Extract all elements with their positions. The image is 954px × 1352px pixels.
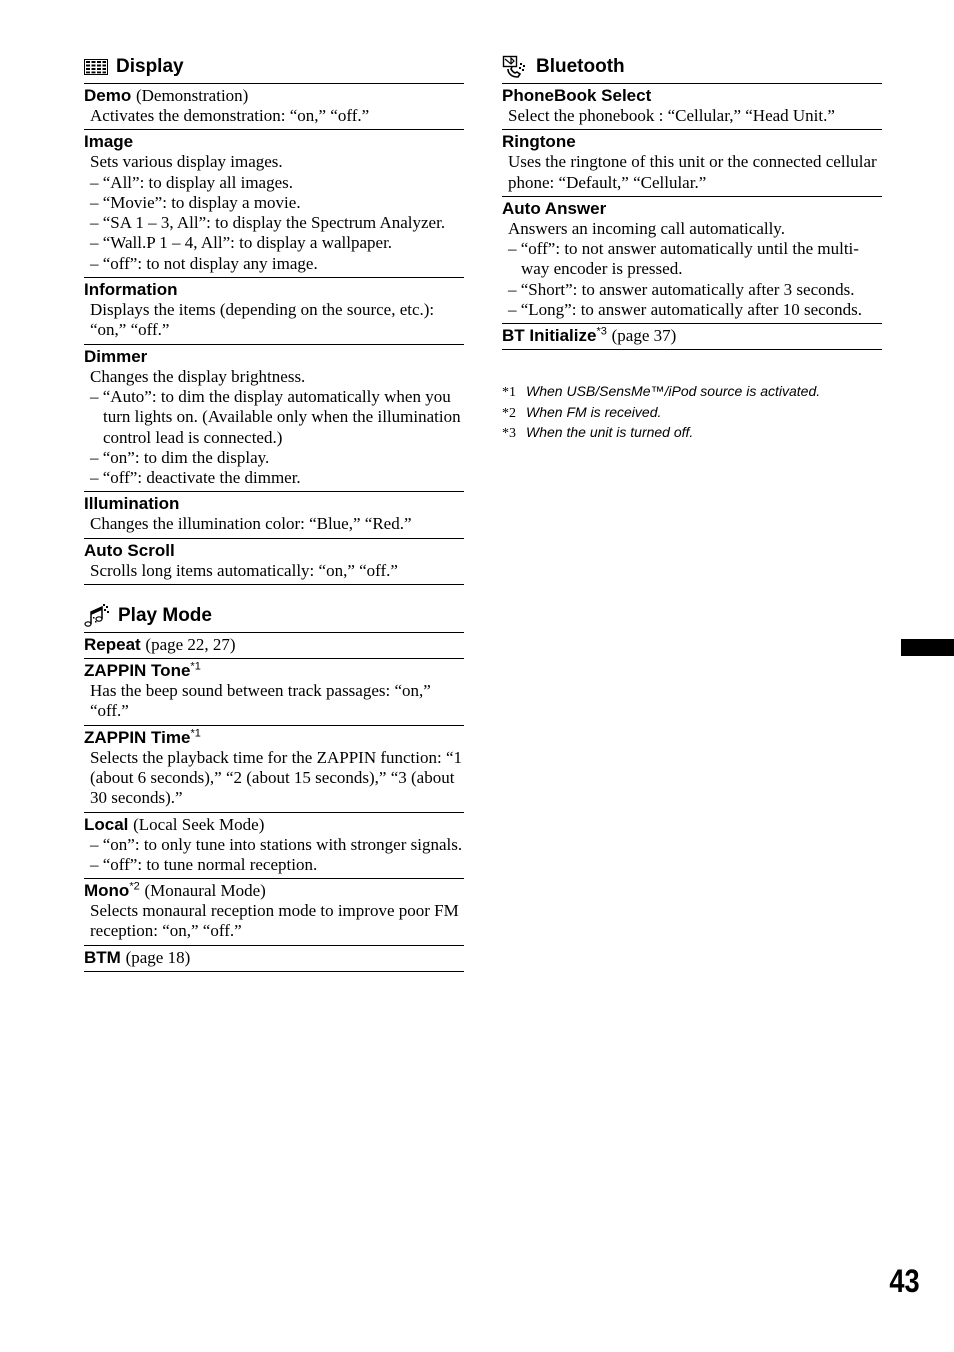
setting-label: Local [84, 814, 129, 834]
setting-term [502, 199, 882, 219]
play-mode-section-header [84, 599, 464, 633]
setting-description: Changes the display brightness. [90, 366, 306, 386]
footnote-ref: *1 [190, 726, 201, 739]
bluetooth-phone-icon [502, 55, 528, 79]
setting-item [502, 130, 882, 197]
display-section-title: Display [116, 55, 184, 77]
setting-item [84, 946, 464, 972]
setting-term [84, 280, 464, 300]
setting-note: (page 22, 27) [145, 635, 236, 655]
setting-term [84, 815, 464, 835]
setting-item [502, 324, 882, 350]
setting-description: Displays the items (depending on the source, etc.): “on,” “off.” [90, 300, 435, 340]
footnote-text: When the unit is turned off. [526, 424, 694, 441]
page-number: 43 [889, 1263, 920, 1299]
footnote [502, 382, 882, 403]
setting-description: Has the beep sound between track passages: “on,” “off.” [90, 681, 431, 721]
setting-item [84, 539, 464, 585]
setting-item [84, 278, 464, 345]
setting-label: Mono [84, 881, 130, 901]
setting-label: Ringtone [502, 132, 576, 152]
setting-note: (Demonstration) [135, 86, 249, 105]
footnote-text: When FM is received. [526, 403, 662, 420]
setting-description: Activates the demonstration: “on,” “off.” [90, 106, 370, 125]
setting-term [84, 347, 464, 367]
setting-note: (Local Seek Mode) [133, 814, 265, 834]
setting-item [84, 879, 464, 946]
footnote-mark: *3 [502, 426, 516, 442]
display-settings-list [84, 84, 464, 585]
setting-term [502, 132, 882, 152]
bluetooth-section-header [502, 50, 882, 84]
setting-label: BTM [84, 947, 121, 967]
display-grid-icon [84, 59, 108, 75]
setting-description: Select the phonebook : “Cellular,” “Head Unit.” [508, 106, 835, 125]
setting-description: Selects the playback time for the ZAPPIN function: “1 (about 6 seconds),” “2 (about 15 seconds),” “3 (about 30 seconds).” [90, 747, 463, 808]
setting-description: Selects monaural reception mode to improve poor FM reception: “on,” “off.” [90, 901, 459, 941]
footnote-text: When USB/SensMe™/iPod source is activated. [526, 383, 821, 400]
setting-option: – “Auto”: to dim the display automatically when you turn lights on. (Available only when the illumination control lead is connected.) [90, 386, 461, 447]
setting-label: Repeat [84, 635, 141, 655]
setting-label: PhoneBook Select [502, 86, 652, 105]
setting-label: ZAPPIN Time [84, 727, 191, 747]
setting-item [84, 492, 464, 538]
setting-option: – “Long”: to answer automatically after 10 seconds. [508, 300, 863, 320]
setting-option: – “off”: to tune normal reception. [90, 854, 318, 874]
setting-item [502, 197, 882, 324]
play-mode-settings-list [84, 633, 464, 972]
setting-term [84, 86, 464, 106]
setting-item [84, 345, 464, 493]
footnote [502, 423, 882, 444]
setting-description: Uses the ringtone of this unit or the connected cellular phone: “Default,” “Cellular.” [508, 152, 877, 192]
setting-item [84, 633, 464, 659]
setting-option: – “off”: deactivate the dimmer. [90, 468, 301, 488]
setting-item [84, 130, 464, 278]
setting-note: (page 18) [125, 947, 191, 967]
setting-note: (Monaural Mode) [144, 881, 266, 901]
setting-item [84, 84, 464, 130]
side-tab-marker [901, 639, 954, 656]
setting-option: – “on”: to only tune into stations with stronger signals. [90, 834, 463, 854]
setting-note: (page 37) [611, 326, 677, 346]
setting-description: Answers an incoming call automatically. [508, 218, 785, 238]
setting-label: Image [84, 132, 134, 152]
setting-option: – “All”: to display all images. [90, 172, 294, 192]
setting-description: Scrolls long items automatically: “on,” “off.” [90, 560, 398, 580]
setting-term [84, 661, 464, 681]
setting-description: Changes the illumination color: “Blue,” “Red.” [90, 514, 412, 534]
setting-term [84, 948, 464, 968]
display-section-header [84, 50, 464, 84]
setting-description: Sets various display images. [90, 152, 283, 172]
setting-label: ZAPPIN Tone [84, 661, 191, 681]
setting-item [502, 84, 882, 130]
setting-term [84, 541, 464, 561]
setting-label: Auto Answer [502, 198, 607, 218]
setting-option: – “Movie”: to display a movie. [90, 192, 301, 212]
setting-label: Demo [84, 86, 132, 105]
setting-label: Dimmer [84, 346, 148, 366]
setting-term [84, 494, 464, 514]
footnote-mark: *2 [502, 405, 516, 421]
setting-option: – “SA 1 – 3, All”: to display the Spectrum Analyzer. [90, 213, 446, 233]
setting-option: – “off”: to not display any image. [90, 253, 318, 273]
setting-term [502, 86, 882, 106]
footnote-ref: *3 [596, 325, 607, 338]
footnote-mark: *1 [502, 385, 516, 401]
bluetooth-section-title: Bluetooth [536, 55, 625, 77]
play-mode-section-title: Play Mode [118, 604, 212, 626]
footnote [502, 403, 882, 424]
setting-term [84, 728, 464, 748]
setting-item [84, 659, 464, 726]
setting-item [84, 813, 464, 880]
setting-option: – “Short”: to answer automatically after 3 seconds. [508, 279, 855, 299]
right-column [502, 50, 882, 444]
setting-label: BT Initialize [502, 326, 597, 346]
setting-label: Illumination [84, 494, 180, 514]
setting-option: – “off”: to not answer automatically until the multi-way encoder is pressed. [508, 239, 859, 279]
left-column [84, 50, 464, 972]
setting-label: Information [84, 280, 178, 300]
footnote-ref: *2 [129, 880, 140, 893]
setting-item [84, 726, 464, 813]
footnote-ref: *1 [190, 660, 201, 673]
setting-term [84, 635, 464, 655]
bluetooth-settings-list [502, 84, 882, 350]
setting-option: – “Wall.P 1 – 4, All”: to display a wallpaper. [90, 233, 393, 253]
music-notes-icon [84, 604, 110, 628]
setting-term [84, 881, 464, 901]
setting-term [502, 326, 882, 346]
footnotes [502, 382, 882, 444]
setting-term [84, 132, 464, 152]
setting-option: – “on”: to dim the display. [90, 447, 270, 467]
setting-label: Auto Scroll [84, 540, 175, 560]
